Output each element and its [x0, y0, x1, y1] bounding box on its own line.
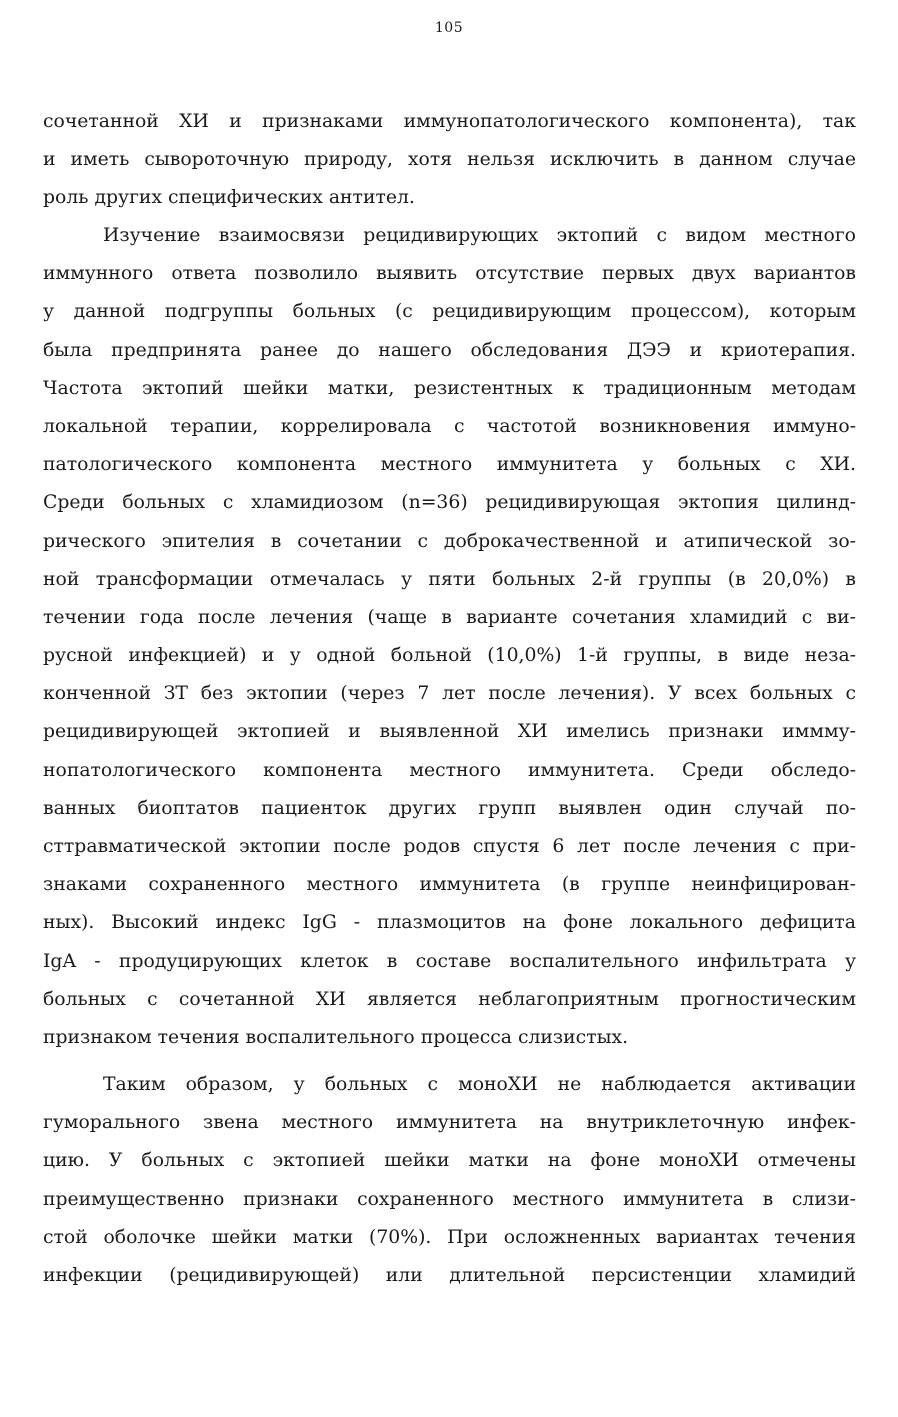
text-line: преимущественно признаки сохраненного местного иммунитета в слизи-	[43, 1188, 856, 1210]
text-line: и иметь сывороточную природу, хотя нельзя исключить в данном случае	[43, 149, 856, 171]
text-line: была предпринята ранее до нашего обследования ДЭЭ и криотерапия.	[43, 339, 856, 361]
paragraph-3	[43, 1066, 856, 1295]
text-line: сттравматической эктопии после родов спустя 6 лет после лечения с при-	[43, 836, 856, 857]
text-line: рического эпителия в сочетании с доброкачественной и атипической зо-	[43, 530, 856, 552]
text-line: знаками сохраненного местного иммунитета (в группе неинфицирован-	[43, 874, 856, 896]
text-line: больных с сочетанной ХИ является неблагоприятным прогностическим	[43, 988, 856, 1010]
text-line: гуморального звена местного иммунитета на внутриклеточную инфек-	[43, 1112, 856, 1134]
paragraph-2	[43, 217, 856, 1057]
text-line: ной трансформации отмечалась у пяти больных 2-й группы (в 20,0%) в	[43, 568, 856, 590]
text-line: Изучение взаимосвязи рецидивирующих эктопий с видом местного	[103, 225, 856, 246]
text-line: сочетанной ХИ и признаками иммунопатологического компонента), так	[43, 111, 856, 132]
page-number: 105	[434, 20, 464, 36]
text-line: стой оболочке шейки матки (70%). При осложненных вариантах течения	[43, 1226, 856, 1248]
text-line: Частота эктопий шейки матки, резистентных к традиционным методам	[43, 377, 856, 399]
text-line: у данной подгруппы больных (с рецидивирующим процессом), которым	[43, 301, 856, 323]
paragraph-1	[43, 103, 856, 218]
text-line: IgA - продуцирующих клеток в составе воспалительного инфильтрата у	[43, 950, 856, 972]
text-line: признаком течения воспалительного процесса слизистых.	[43, 1026, 629, 1048]
text-line: цию. У больных с эктопией шейки матки на фоне моноХИ отмечены	[43, 1150, 856, 1172]
text-line: роль других специфических антител.	[43, 187, 415, 209]
text-line: рецидивирующей эктопией и выявленной ХИ имелись признаки иммму-	[43, 721, 856, 743]
text-line: иммунного ответа позволило выявить отсутствие первых двух вариантов	[43, 263, 856, 285]
text-line: течении года после лечения (чаще в варианте сочетания хламидий с ви-	[43, 606, 856, 628]
text-line: Среди больных с хламидиозом (n=36) рецидивирующая эктопия цилинд-	[43, 492, 856, 514]
text-line: Таким образом, у больных с моноХИ не наблюдается активации	[103, 1074, 856, 1095]
text-line: нопатологического компонента местного иммунитета. Среди обследо-	[43, 759, 856, 781]
text-line: конченной ЗТ без эктопии (через 7 лет после лечения). У всех больных с	[43, 683, 856, 705]
text-line: русной инфекцией) и у одной больной (10,0%) 1-й группы, в виде неза-	[43, 645, 856, 667]
text-line: патологического компонента местного иммунитета у больных с ХИ.	[43, 454, 856, 476]
text-line: локальной терапии, коррелировала с частотой возникновения иммуно-	[43, 415, 856, 437]
text-line: инфекции (рецидивирующей) или длительной персистенции хламидий	[43, 1264, 856, 1286]
text-line: ванных биоптатов пациенток других групп выявлен один случай по-	[43, 797, 856, 819]
text-line: ных). Высокий индекс IgG - плазмоцитов на фоне локального дефицита	[43, 912, 856, 934]
